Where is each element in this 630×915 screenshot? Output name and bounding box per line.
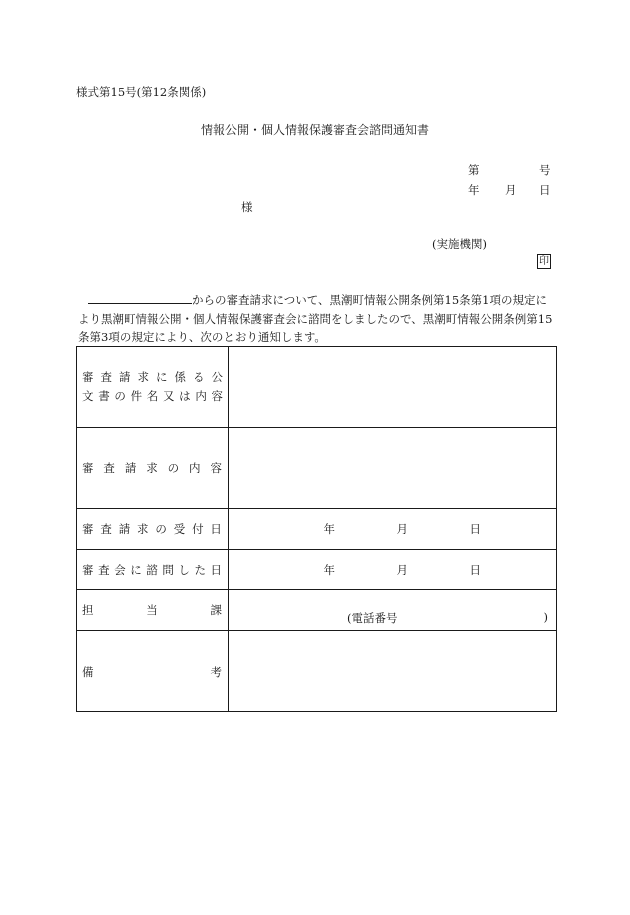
label-char: 審 xyxy=(82,461,94,475)
label-text xyxy=(77,590,228,618)
label-char: 査 xyxy=(103,461,115,475)
cell-day: 日 xyxy=(469,562,481,577)
label-char: 備 xyxy=(82,665,94,679)
label-text xyxy=(77,521,228,537)
label-char: 審 xyxy=(82,562,94,577)
phone-open: (電話番号 xyxy=(347,611,398,625)
label-char: 内 xyxy=(189,461,201,475)
label-char: 会 xyxy=(114,562,126,577)
label-char: 書 xyxy=(98,389,110,403)
details-table xyxy=(76,346,557,712)
label-char: 文 xyxy=(82,389,94,403)
value-cell[interactable] xyxy=(229,550,557,590)
table-row xyxy=(77,428,557,509)
phone-close: ) xyxy=(543,610,548,624)
label-char: 担 xyxy=(82,603,94,617)
label-text xyxy=(77,460,228,476)
label-char: は xyxy=(179,389,191,403)
requester-blank[interactable] xyxy=(88,292,192,304)
label-char: の xyxy=(114,389,126,403)
label-char: 求 xyxy=(146,461,158,475)
label-char: 審 xyxy=(82,522,94,536)
label-char: 求 xyxy=(137,370,149,384)
label-char: 日 xyxy=(210,522,222,536)
label-char: 受 xyxy=(173,522,186,536)
label-text xyxy=(77,562,228,578)
label-char: 容 xyxy=(210,461,222,475)
label-char: 当 xyxy=(146,603,158,617)
row-label xyxy=(77,347,229,428)
doc-number-prefix: 第 xyxy=(468,163,480,177)
label-char: し xyxy=(178,562,190,577)
label-char: に xyxy=(130,562,142,577)
label-char: 日 xyxy=(210,562,222,577)
label-char: 名 xyxy=(146,389,159,403)
label-char: 諮 xyxy=(146,562,158,577)
cell-month: 月 xyxy=(396,522,408,536)
label-text xyxy=(77,631,228,680)
value-cell[interactable] xyxy=(229,590,557,631)
label-char: 査 xyxy=(98,562,110,577)
value-cell[interactable] xyxy=(229,509,557,550)
seal-box: 印 xyxy=(539,256,549,267)
label-char: 容 xyxy=(211,389,223,403)
label-char: 審 xyxy=(82,370,94,384)
label-char: に xyxy=(156,370,168,384)
row-label xyxy=(77,590,229,631)
body-paragraph xyxy=(78,291,556,347)
row-label xyxy=(77,631,229,712)
label-char: る xyxy=(193,370,205,384)
value-cell[interactable] xyxy=(229,631,557,712)
table-row xyxy=(77,631,557,712)
table-row xyxy=(77,590,557,631)
label-line-1 xyxy=(82,368,223,387)
row-label xyxy=(77,428,229,509)
label-char: 査 xyxy=(100,370,112,384)
label-char: 内 xyxy=(195,389,207,403)
table-row xyxy=(77,550,557,590)
document-title: 情報公開・個人情報保護審査会諮問通知書 xyxy=(200,123,429,137)
row-label xyxy=(77,509,229,550)
label-char: の xyxy=(155,522,167,536)
date-year: 年 xyxy=(468,183,480,197)
table-row xyxy=(77,347,557,428)
cell-day: 日 xyxy=(469,522,481,536)
label-char: 請 xyxy=(124,461,137,475)
label-char: 又 xyxy=(162,389,175,403)
label-line-2 xyxy=(82,387,223,406)
value-cell[interactable] xyxy=(229,347,557,428)
label-char: た xyxy=(194,562,206,577)
label-char: 課 xyxy=(210,603,222,617)
cell-month: 月 xyxy=(396,562,408,577)
date-month: 月 xyxy=(505,183,517,197)
body-text: からの審査請求について、黒潮町情報公開条例第15条第1項の規定により黒潮町情報公開・個人情報保護審査会に諮問をしましたので、黒潮町情報公開条例第15条第3項の規定により、次のとおり通知します。 xyxy=(78,293,553,344)
label-char: 請 xyxy=(119,370,131,384)
label-char: 査 xyxy=(100,522,112,536)
doc-number-suffix: 号 xyxy=(539,163,551,177)
value-cell[interactable] xyxy=(229,428,557,509)
label-char: 付 xyxy=(192,522,204,536)
label-char: の xyxy=(167,461,180,475)
date-day: 日 xyxy=(539,183,551,197)
table-row xyxy=(77,509,557,550)
label-char: 公 xyxy=(211,370,223,384)
cell-year: 年 xyxy=(323,562,335,577)
label-char: 請 xyxy=(118,522,131,536)
cell-year: 年 xyxy=(323,522,335,536)
label-char: 考 xyxy=(210,665,222,679)
agency-label: (実施機関) xyxy=(432,237,487,251)
label-char: 求 xyxy=(137,522,149,536)
label-char: 係 xyxy=(174,370,186,384)
form-number: 様式第15号(第12条関係) xyxy=(76,85,207,99)
label-char: 件 xyxy=(130,389,143,403)
recipient-suffix: 様 xyxy=(241,200,253,214)
label-char: 問 xyxy=(162,562,174,577)
row-label xyxy=(77,550,229,590)
